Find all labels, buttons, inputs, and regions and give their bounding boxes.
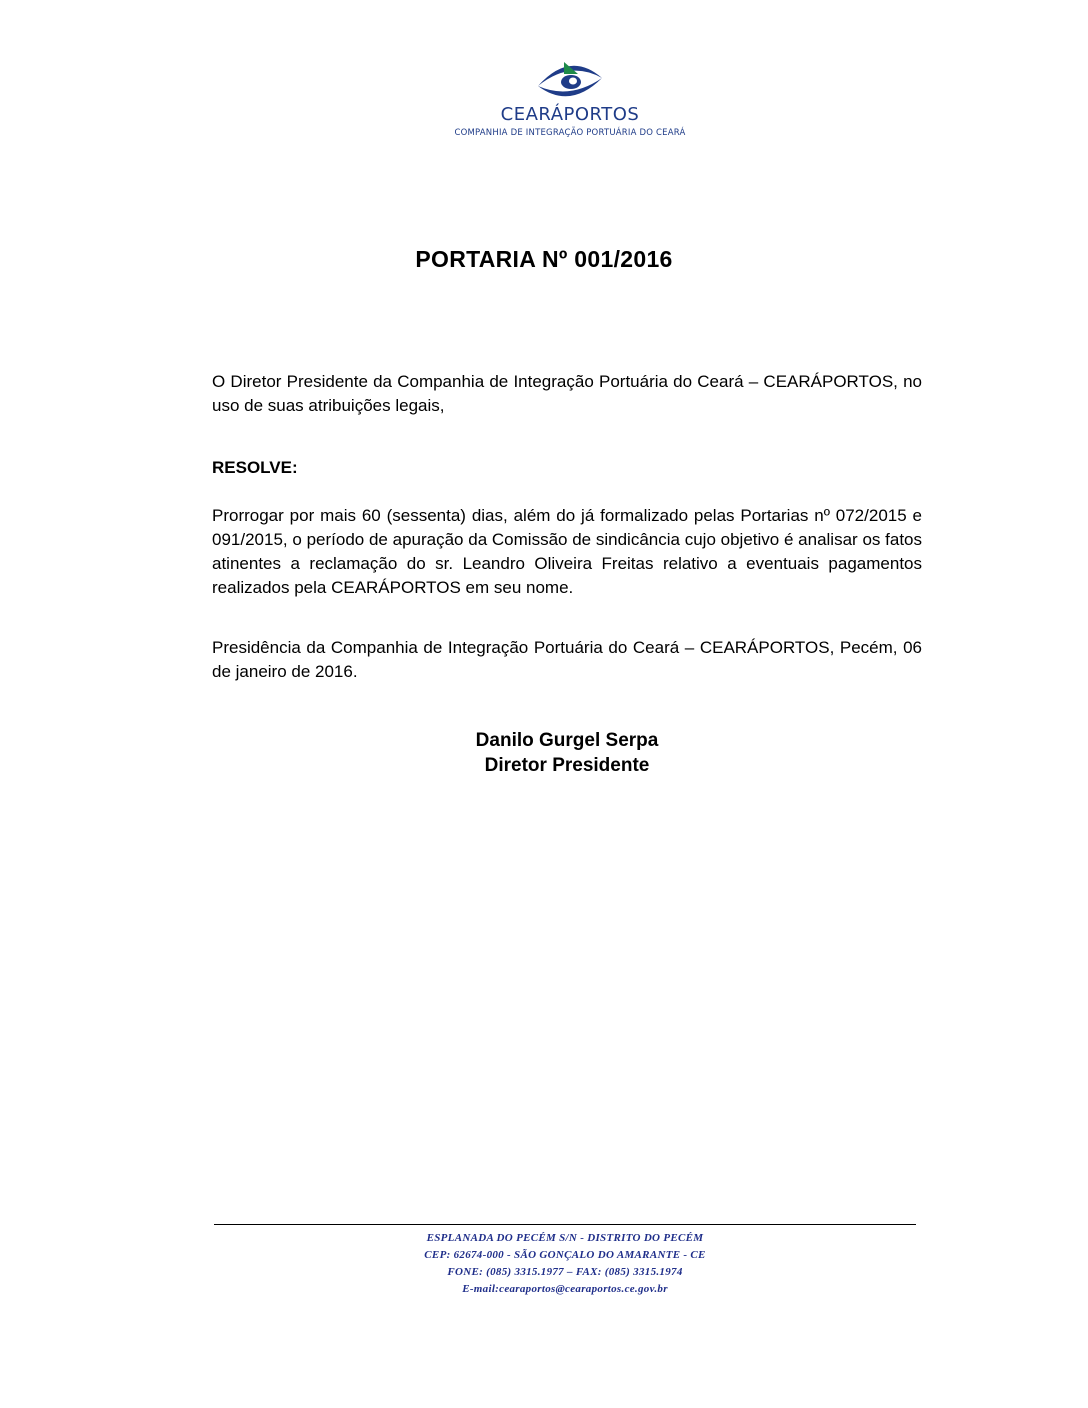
footer-address: ESPLANADA DO PECÉM S/N - DISTRITO DO PECÉM <box>426 1232 704 1244</box>
document-title: PORTARIA Nº 001/2016 <box>415 246 673 272</box>
logo-name: CEARÁPORTOS <box>500 104 640 125</box>
cearaportos-logo-icon <box>534 56 606 104</box>
resolve-label: RESOLVE: <box>212 458 298 477</box>
footer-email: E-mail:cearaportos@cearaportos.ce.gov.br <box>462 1283 668 1295</box>
signatory-name: Danilo Gurgel Serpa <box>475 730 659 751</box>
footer-divider <box>214 1224 916 1225</box>
footer-phone: FONE: (085) 3315.1977 – FAX: (085) 3315.1974 <box>447 1266 683 1278</box>
intro-paragraph: O Diretor Presidente da Companhia de Integração Portuária do Ceará – CEARÁPORTOS, no uso de suas atribuições legais, <box>212 372 922 415</box>
footer-cep: CEP: 62674-000 - SÃO GONÇALO DO AMARANTE - CE <box>424 1249 706 1261</box>
logo-subtitle: COMPANHIA DE INTEGRAÇÃO PORTUÁRIA DO CEARÁ <box>454 128 686 138</box>
resolution-paragraph: Prorrogar por mais 60 (sessenta) dias, além do já formalizado pelas Portarias nº 072/2015 e 091/2015, o período de apuração da Comissão de sindicância cujo objetivo é analisar os fatos atinentes a reclamação do sr. Leandro Oliveira Freitas relativo a eventuais pagamentos realizados pela CEARÁPORTOS em seu nome. <box>212 506 922 597</box>
place-date-paragraph: Presidência da Companhia de Integração Portuária do Ceará – CEARÁPORTOS, Pecém, 06 de janeiro de 2016. <box>212 638 922 681</box>
company-logo <box>440 56 700 140</box>
signatory-role: Diretor Presidente <box>484 755 650 776</box>
